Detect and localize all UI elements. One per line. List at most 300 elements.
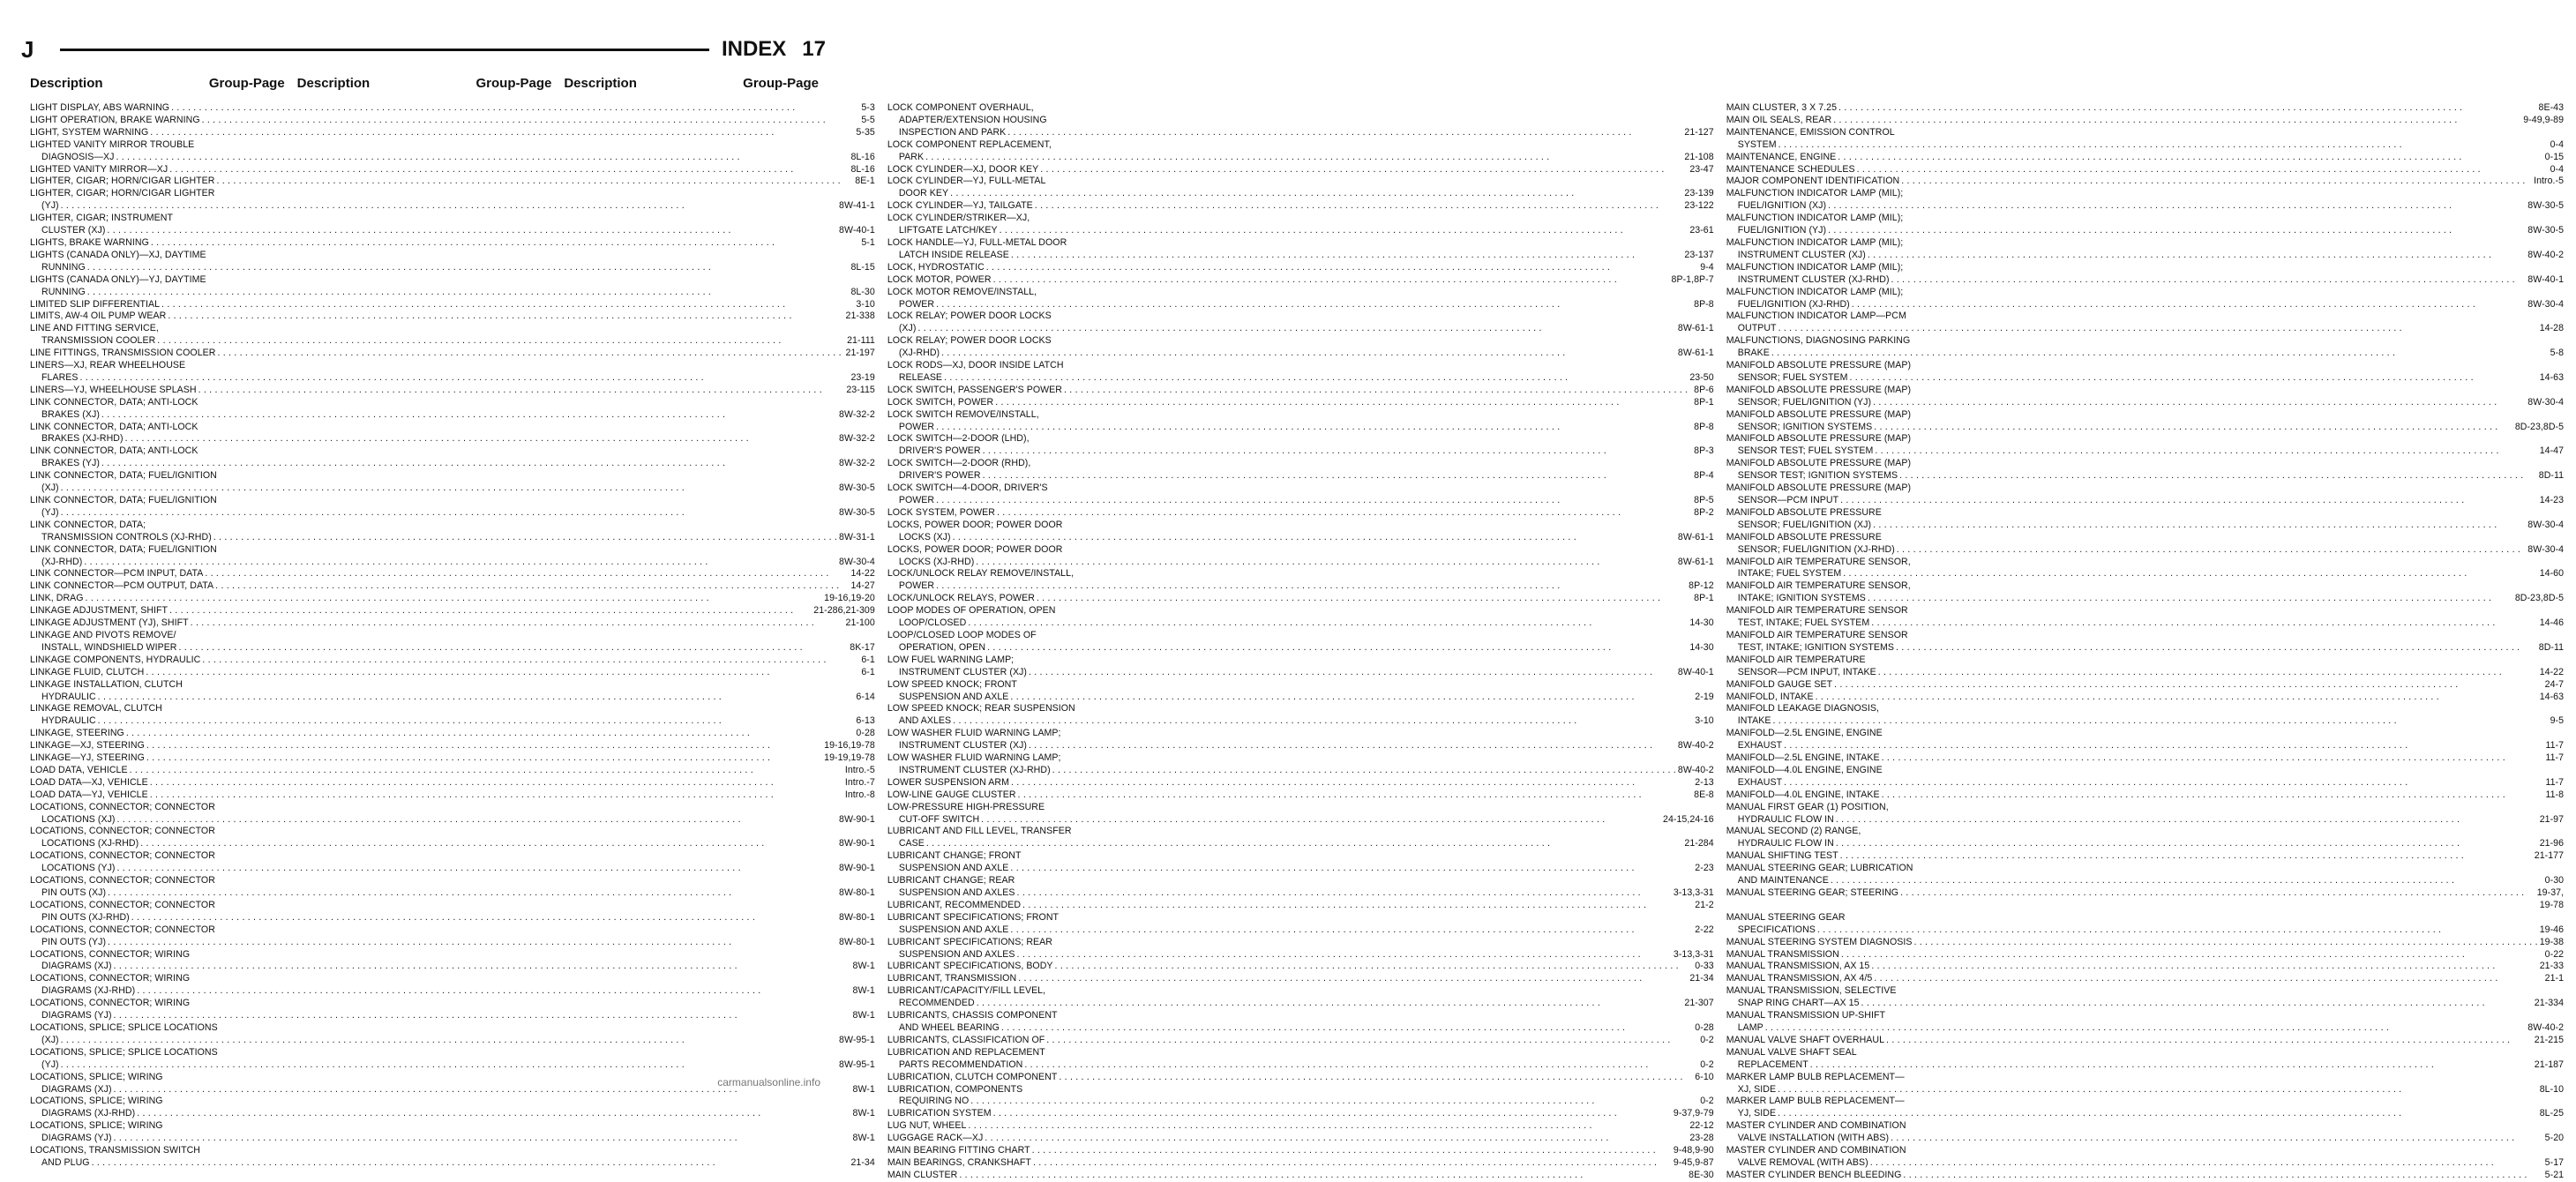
entry-title: LOCATIONS, CONNECTOR; CONNECTOR bbox=[30, 924, 215, 935]
entry-page-ref: 21-197 bbox=[845, 348, 875, 359]
dot-leader bbox=[108, 937, 837, 949]
index-entry bbox=[30, 445, 875, 458]
dot-leader bbox=[959, 1170, 1687, 1182]
index-entry bbox=[30, 397, 875, 409]
entry-page-ref: 21-338 bbox=[845, 310, 875, 322]
index-entry bbox=[30, 409, 875, 422]
entry-title: MANIFOLD ABSOLUTE PRESSURE (MAP) bbox=[1726, 384, 1912, 395]
entry-title: LOCATIONS, CONNECTOR; WIRING bbox=[30, 948, 191, 960]
entry-page-ref: 8K-17 bbox=[850, 641, 875, 653]
entry-page-ref: 5-35 bbox=[856, 126, 875, 138]
index-entry bbox=[887, 458, 1714, 470]
dot-leader bbox=[1834, 679, 2543, 692]
entry-title: INTAKE; IGNITION SYSTEMS bbox=[1737, 593, 1866, 604]
dot-leader bbox=[1891, 274, 2527, 287]
entry-title: LOCATIONS, CONNECTOR; WIRING bbox=[30, 998, 191, 1009]
entry-title: POWER bbox=[898, 421, 935, 432]
dot-leader bbox=[1878, 667, 2538, 679]
entry-title: LINKAGE FLUID, CLUTCH bbox=[30, 666, 145, 677]
entry-title: (XJ) bbox=[898, 323, 917, 334]
entry-title: MANIFOLD AIR TEMPERATURE SENSOR, bbox=[1726, 556, 1911, 567]
dot-leader bbox=[925, 152, 1682, 164]
entry-page-ref: 14-63 bbox=[2539, 371, 2565, 383]
entry-page-ref: 8W-32-2 bbox=[839, 433, 875, 445]
entry-title: FLARES bbox=[41, 371, 79, 383]
index-entry bbox=[30, 323, 875, 335]
entry-title: LIGHT DISPLAY, ABS WARNING bbox=[30, 102, 170, 113]
index-entry bbox=[1726, 789, 2564, 802]
index-entry bbox=[1726, 310, 2564, 323]
entry-page-ref: 8W-30-4 bbox=[839, 556, 875, 567]
entry-page-ref: 8W-90-1 bbox=[839, 838, 875, 849]
index-entry bbox=[1726, 924, 2564, 937]
entry-page-ref: 23-28 bbox=[1689, 1133, 1714, 1144]
entry-page-ref: 8P-1 bbox=[1694, 396, 1714, 408]
dot-leader bbox=[1010, 863, 1693, 875]
entry-title: LUGGAGE RACK—XJ bbox=[887, 1133, 984, 1144]
dot-leader bbox=[1870, 1157, 2543, 1170]
entry-title: MANIFOLD—2.5L ENGINE, ENGINE bbox=[1726, 728, 1883, 739]
index-entry bbox=[1726, 323, 2564, 335]
entry-page-ref: 2-22 bbox=[1695, 924, 1714, 935]
entry-page-ref: 14-22 bbox=[2539, 666, 2565, 677]
entry-page-ref: 9-45,9-87 bbox=[1673, 1156, 1714, 1168]
dot-leader bbox=[1055, 961, 1694, 973]
index-entry bbox=[1726, 397, 2564, 409]
entry-title: SUSPENSION AND AXLES bbox=[898, 948, 1015, 960]
index-entry bbox=[30, 176, 875, 188]
dot-leader bbox=[1810, 1059, 2533, 1072]
entry-title: EXHAUST bbox=[1737, 740, 1783, 752]
index-entry bbox=[1726, 617, 2564, 630]
index-entry bbox=[887, 1145, 1714, 1157]
entry-title: MANUAL TRANSMISSION, SELECTIVE bbox=[1726, 985, 1897, 997]
index-entry bbox=[1726, 838, 2564, 850]
entry-page-ref: 8W-30-4 bbox=[2527, 298, 2565, 310]
entry-page-ref: 23-61 bbox=[1689, 225, 1714, 236]
entry-title: LOW-PRESSURE HIGH-PRESSURE bbox=[887, 801, 1045, 812]
dot-leader bbox=[1771, 348, 2549, 360]
dot-leader bbox=[1007, 127, 1682, 139]
entry-title: LOCATIONS, TRANSMISSION SWITCH bbox=[30, 1145, 200, 1156]
entry-page-ref: 8P-2 bbox=[1694, 506, 1714, 518]
entry-title: LOCK SYSTEM, POWER bbox=[887, 506, 995, 518]
entry-page-ref: 8E-30 bbox=[1689, 1169, 1714, 1180]
index-entry bbox=[1726, 949, 2564, 961]
entry-title: LIGHTS, BRAKE WARNING bbox=[30, 236, 149, 248]
entry-title: LIGHT, SYSTEM WARNING bbox=[30, 126, 149, 138]
index-entry bbox=[887, 924, 1714, 937]
entry-title: MANUAL SHIFTING TEST bbox=[1726, 850, 1838, 862]
dot-leader bbox=[950, 188, 1682, 200]
index-column-1 bbox=[30, 102, 887, 1182]
dot-leader bbox=[169, 605, 812, 617]
entry-title: SENSOR—PCM INPUT, INTAKE bbox=[1737, 666, 1876, 677]
dot-leader bbox=[1874, 422, 2513, 434]
index-entry bbox=[30, 789, 875, 802]
dot-leader bbox=[1852, 299, 2527, 311]
index-entry bbox=[30, 838, 875, 850]
index-entry bbox=[887, 973, 1714, 985]
dot-leader bbox=[1874, 973, 2542, 985]
dot-leader bbox=[944, 372, 1688, 385]
dot-leader bbox=[941, 348, 1676, 360]
entry-page-ref: 23-47 bbox=[1689, 163, 1714, 175]
entry-title: DIAGRAMS (XJ) bbox=[41, 1083, 112, 1095]
entry-title: MANUAL STEERING GEAR; LUBRICATION bbox=[1726, 863, 1913, 874]
index-entry bbox=[887, 495, 1714, 507]
entry-title: LOCATIONS (XJ-RHD) bbox=[41, 838, 139, 849]
entry-page-ref: 21-111 bbox=[847, 335, 875, 347]
dot-leader bbox=[995, 397, 1692, 409]
entry-title: LINERS—XJ, REAR WHEELHOUSE bbox=[30, 360, 186, 371]
index-entry bbox=[30, 593, 875, 605]
entry-page-ref: 8P-8 bbox=[1694, 421, 1714, 432]
index-entry bbox=[1726, 777, 2564, 789]
dot-leader bbox=[936, 580, 1687, 593]
entry-title: MAIN OIL SEALS, REAR bbox=[1726, 114, 1832, 125]
dot-leader bbox=[87, 287, 850, 299]
entry-title: LOCK COMPONENT REPLACEMENT, bbox=[887, 138, 1052, 150]
index-columns bbox=[30, 102, 2565, 1182]
index-entry bbox=[30, 973, 875, 985]
index-entry bbox=[30, 1047, 875, 1059]
entry-title: INSTRUMENT CLUSTER (XJ-RHD) bbox=[898, 764, 1051, 775]
entry-title: MAINTENANCE SCHEDULES bbox=[1726, 163, 1855, 175]
index-entry bbox=[887, 715, 1714, 728]
dot-leader bbox=[1836, 838, 2538, 850]
entry-page-ref: 8W-40-2 bbox=[2527, 1021, 2565, 1033]
entry-title: ADAPTER/EXTENSION HOUSING bbox=[898, 114, 1047, 125]
entry-page-ref: 24-7 bbox=[2544, 678, 2565, 690]
entry-page-ref: 8W-30-4 bbox=[2527, 396, 2565, 408]
entry-title: LOCATIONS, SPLICE; SPLICE LOCATIONS bbox=[30, 1021, 218, 1033]
entry-title: POWER bbox=[898, 298, 935, 310]
dot-leader bbox=[1836, 814, 2538, 827]
entry-page-ref: 8D-23,8D-5 bbox=[2514, 421, 2565, 432]
index-entry bbox=[887, 115, 1714, 127]
entry-page-ref: 8W-61-1 bbox=[1677, 531, 1714, 542]
dot-leader bbox=[114, 1010, 851, 1022]
entry-title: MANUAL TRANSMISSION, AX 15 bbox=[1726, 961, 1870, 972]
index-entry bbox=[887, 139, 1714, 152]
dot-leader bbox=[150, 789, 843, 802]
index-entry bbox=[887, 507, 1714, 520]
entry-title: INSTRUMENT CLUSTER (XJ) bbox=[898, 666, 1027, 677]
dot-leader bbox=[1765, 1022, 2527, 1035]
index-entry bbox=[1726, 433, 2564, 445]
index-entry bbox=[887, 814, 1714, 827]
entry-title: MARKER LAMP BULB REPLACEMENT— bbox=[1726, 1071, 1905, 1082]
index-entry bbox=[30, 433, 875, 445]
entry-page-ref: 23-139 bbox=[1684, 188, 1714, 199]
index-entry bbox=[887, 164, 1714, 176]
index-entry bbox=[30, 544, 875, 557]
entry-title: LOCATIONS, CONNECTOR; CONNECTOR bbox=[30, 850, 215, 862]
dot-leader bbox=[1840, 495, 2538, 507]
entry-page-ref: 8W-40-1 bbox=[839, 225, 875, 236]
index-entry bbox=[30, 568, 875, 580]
index-entry bbox=[1726, 973, 2564, 985]
entry-title: MANIFOLD, INTAKE bbox=[1726, 691, 1814, 702]
entry-page-ref: 11-7 bbox=[2545, 740, 2565, 752]
entry-title: MASTER CYLINDER AND COMBINATION bbox=[1726, 1145, 1906, 1156]
entry-page-ref: 0-30 bbox=[2544, 875, 2565, 886]
index-entry bbox=[30, 532, 875, 544]
index-entry bbox=[887, 777, 1714, 789]
entry-page-ref: 11-8 bbox=[2545, 789, 2565, 800]
header-title bbox=[722, 37, 826, 62]
entry-title: VALVE REMOVAL (WITH ABS) bbox=[1737, 1156, 1868, 1168]
index-entry bbox=[30, 1059, 875, 1072]
entry-page-ref: 8W-40-1 bbox=[1677, 666, 1714, 677]
dot-leader bbox=[80, 372, 850, 385]
entry-title: LINK CONNECTOR, DATA; ANTI-LOCK bbox=[30, 421, 198, 432]
entry-page-ref: 8W-61-1 bbox=[1677, 348, 1714, 359]
index-entry bbox=[887, 1108, 1714, 1120]
index-entry bbox=[1726, 1108, 2564, 1120]
entry-page-ref: 8W-40-2 bbox=[1677, 764, 1714, 775]
index-entry bbox=[1726, 102, 2564, 115]
entry-page-ref: 6-1 bbox=[861, 666, 875, 677]
index-entry bbox=[1726, 225, 2564, 237]
index-entry bbox=[30, 164, 875, 176]
entry-title: SYSTEM bbox=[1737, 138, 1777, 150]
index-entry bbox=[30, 262, 875, 274]
index-entry bbox=[887, 1157, 1714, 1170]
entry-title: (YJ) bbox=[41, 1059, 59, 1070]
entry-page-ref: 9-49,9-89 bbox=[2523, 114, 2565, 125]
index-entry bbox=[887, 850, 1714, 863]
index-entry bbox=[1726, 274, 2564, 287]
index-entry bbox=[1726, 335, 2564, 348]
dot-leader bbox=[985, 1133, 1688, 1145]
entry-title: LOCK RELAY; POWER DOOR LOCKS bbox=[887, 310, 1052, 322]
index-entry bbox=[1726, 360, 2564, 372]
index-entry bbox=[30, 1010, 875, 1022]
entry-title: LINK CONNECTOR, DATA; FUEL/IGNITION bbox=[30, 470, 217, 482]
entry-title: MAIN BEARING FITTING CHART bbox=[887, 1145, 1030, 1156]
entry-title: LUBRICANT CHANGE; FRONT bbox=[887, 850, 1022, 862]
index-entry bbox=[887, 250, 1714, 262]
entry-title: HYDRAULIC bbox=[41, 691, 96, 702]
entry-title: LUBRICANTS, CLASSIFICATION OF bbox=[887, 1034, 1045, 1045]
entry-title: LOCK COMPONENT OVERHAUL, bbox=[887, 102, 1034, 113]
entry-title: MASTER CYLINDER AND COMBINATION bbox=[1726, 1120, 1906, 1132]
entry-page-ref: Intro.-7 bbox=[844, 776, 875, 788]
entry-title: INTAKE bbox=[1737, 715, 1771, 727]
entry-page-ref: 22-12 bbox=[1689, 1120, 1714, 1132]
dot-leader bbox=[1841, 949, 2543, 961]
index-entry bbox=[887, 152, 1714, 164]
entry-page-ref: 9-5 bbox=[2550, 715, 2565, 727]
dot-leader bbox=[1033, 1157, 1672, 1170]
dot-leader bbox=[1871, 961, 2537, 973]
entry-title: TEST, INTAKE; IGNITION SYSTEMS bbox=[1737, 641, 1895, 653]
index-entry bbox=[30, 642, 875, 655]
index-entry bbox=[887, 470, 1714, 483]
entry-title: AND MAINTENANCE bbox=[1737, 875, 1829, 886]
index-entry bbox=[1726, 127, 2564, 139]
entry-page-ref: 19-37, bbox=[2536, 887, 2565, 898]
entry-page-ref: 3-10 bbox=[856, 298, 875, 310]
entry-page-ref: 0-28 bbox=[1695, 1021, 1714, 1033]
index-entry bbox=[887, 1096, 1714, 1108]
index-entry bbox=[1726, 667, 2564, 679]
index-entry bbox=[887, 1047, 1714, 1059]
index-entry bbox=[1726, 715, 2564, 728]
entry-page-ref: 8W-1 bbox=[852, 961, 875, 972]
entry-title: LINKAGE INSTALLATION, CLUTCH bbox=[30, 678, 183, 690]
entry-title: LOW WASHER FLUID WARNING LAMP; bbox=[887, 728, 1061, 739]
entry-page-ref: 23-137 bbox=[1684, 249, 1714, 260]
index-entry bbox=[887, 348, 1714, 360]
entry-page-ref: 21-97 bbox=[2539, 813, 2565, 825]
index-entry bbox=[30, 470, 875, 483]
entry-title: SUSPENSION AND AXLE bbox=[898, 691, 1009, 702]
index-entry bbox=[887, 483, 1714, 495]
entry-page-ref: 8L-25 bbox=[2539, 1108, 2565, 1119]
entry-title: SENSOR TEST; FUEL SYSTEM bbox=[1737, 445, 1874, 457]
index-entry bbox=[1726, 176, 2564, 188]
entry-title: MANUAL STEERING GEAR; STEERING bbox=[1726, 887, 1899, 898]
entry-page-ref: 6-10 bbox=[1695, 1071, 1714, 1082]
dot-leader bbox=[1871, 617, 2537, 630]
group-page-heading: Group-Page bbox=[743, 76, 820, 91]
index-entry bbox=[1726, 937, 2564, 949]
entry-page-ref: 23-115 bbox=[846, 384, 875, 395]
index-entry bbox=[1726, 557, 2564, 569]
index-entry bbox=[887, 372, 1714, 385]
entry-title: BRAKES (XJ) bbox=[41, 408, 100, 420]
index-entry bbox=[30, 348, 875, 360]
entry-page-ref: 6-13 bbox=[856, 715, 875, 727]
index-entry bbox=[30, 630, 875, 642]
entry-title: MANIFOLD ABSOLUTE PRESSURE (MAP) bbox=[1726, 408, 1912, 420]
entry-page-ref: 21-286,21-309 bbox=[813, 605, 875, 617]
index-entry bbox=[30, 200, 875, 213]
dot-leader bbox=[987, 642, 1688, 655]
index-entry bbox=[1726, 568, 2564, 580]
dot-leader bbox=[117, 814, 838, 827]
index-entry bbox=[30, 225, 875, 237]
index-entry bbox=[887, 310, 1714, 323]
index-entry bbox=[887, 593, 1714, 605]
index-entry bbox=[887, 287, 1714, 299]
index-entry bbox=[1726, 642, 2564, 655]
dot-leader bbox=[968, 617, 1688, 630]
entry-title: LINKAGE ADJUSTMENT, SHIFT bbox=[30, 605, 168, 617]
index-entry bbox=[30, 826, 875, 838]
index-entry bbox=[30, 1120, 875, 1133]
dot-leader bbox=[114, 961, 851, 973]
dot-leader bbox=[1772, 715, 2548, 728]
index-entry bbox=[30, 692, 875, 704]
entry-page-ref: 8P-12 bbox=[1689, 580, 1714, 592]
dot-leader bbox=[101, 409, 837, 422]
dot-leader bbox=[1903, 1170, 2542, 1182]
dot-leader bbox=[114, 1133, 851, 1145]
entry-title: LIGHT OPERATION, BRAKE WARNING bbox=[30, 114, 200, 125]
dot-leader bbox=[1828, 225, 2526, 237]
entry-title: LOCATIONS, SPLICE; WIRING bbox=[30, 1071, 163, 1082]
description-heading: Description bbox=[296, 76, 371, 91]
index-entry bbox=[30, 507, 875, 520]
entry-title: LOCK CYLINDER—YJ, TAILGATE bbox=[887, 200, 1033, 212]
dot-leader bbox=[1899, 470, 2537, 483]
entry-page-ref: 14-30 bbox=[1689, 641, 1714, 653]
dot-leader bbox=[137, 985, 850, 998]
entry-title: MANIFOLD ABSOLUTE PRESSURE (MAP) bbox=[1726, 483, 1912, 494]
index-entry bbox=[30, 580, 875, 593]
entry-title: MANUAL FIRST GEAR (1) POSITION, bbox=[1726, 801, 1889, 812]
entry-page-ref: 21-177 bbox=[2534, 850, 2565, 862]
page-header bbox=[21, 32, 826, 67]
entry-title: LINE FITTINGS, TRANSMISSION COOLER bbox=[30, 348, 216, 359]
dot-leader bbox=[1868, 593, 2513, 605]
index-entry bbox=[887, 667, 1714, 679]
group-page-heading: Group-Page bbox=[208, 76, 285, 91]
dot-leader bbox=[953, 532, 1676, 544]
entry-page-ref: 8P-1,8P-7 bbox=[1671, 273, 1714, 285]
index-entry bbox=[30, 814, 875, 827]
entry-title: LOCK SWITCH—4-DOOR, DRIVER'S bbox=[887, 483, 1048, 494]
entry-title: LIGHTER, CIGAR; INSTRUMENT bbox=[30, 213, 173, 224]
entry-title: PIN OUTS (XJ-RHD) bbox=[41, 911, 130, 923]
index-entry bbox=[1726, 409, 2564, 422]
entry-page-ref: 8E-1 bbox=[855, 176, 875, 187]
entry-title: LOCKS, POWER DOOR; POWER DOOR bbox=[887, 519, 1063, 530]
entry-title: MANIFOLD—2.5L ENGINE, INTAKE bbox=[1726, 752, 1880, 764]
dot-leader bbox=[1010, 924, 1693, 937]
entry-page-ref: 14-60 bbox=[2539, 568, 2565, 580]
index-entry bbox=[30, 985, 875, 998]
dot-leader bbox=[1001, 1022, 1693, 1035]
index-entry bbox=[887, 752, 1714, 765]
index-entry bbox=[887, 679, 1714, 692]
index-entry bbox=[1726, 985, 2564, 998]
entry-page-ref: 8W-90-1 bbox=[839, 863, 875, 874]
entry-title: MANIFOLD—4.0L ENGINE, ENGINE bbox=[1726, 764, 1883, 775]
entry-title: AND PLUG bbox=[41, 1156, 90, 1168]
entry-title: INTAKE; FUEL SYSTEM bbox=[1737, 568, 1842, 580]
entry-title: LOOP/CLOSED LOOP MODES OF bbox=[887, 629, 1037, 640]
dot-leader bbox=[107, 225, 837, 237]
entry-title: TRANSMISSION CONTROLS (XJ-RHD) bbox=[41, 531, 212, 542]
entry-title: MANIFOLD ABSOLUTE PRESSURE (MAP) bbox=[1726, 458, 1912, 469]
dot-leader bbox=[1886, 1035, 2533, 1047]
dot-leader bbox=[1882, 789, 2544, 802]
index-entry bbox=[1726, 483, 2564, 495]
entry-title: LUBRICANT SPECIFICATIONS; REAR bbox=[887, 936, 1052, 947]
dot-leader bbox=[130, 765, 843, 777]
index-entry bbox=[30, 924, 875, 937]
entry-title: LINK CONNECTOR, DATA; FUEL/IGNITION bbox=[30, 495, 217, 505]
entry-title: MAIN CLUSTER bbox=[887, 1169, 958, 1180]
dot-leader bbox=[92, 1157, 850, 1170]
dot-leader bbox=[1059, 1072, 1693, 1084]
dot-leader bbox=[1040, 164, 1688, 176]
dot-leader bbox=[1901, 176, 2532, 188]
index-entry bbox=[1726, 1022, 2564, 1035]
entry-title: LINK CONNECTOR—PCM OUTPUT, DATA bbox=[30, 580, 214, 592]
index-entry bbox=[887, 1022, 1714, 1035]
index-entry bbox=[30, 961, 875, 973]
index-entry bbox=[30, 1022, 875, 1035]
index-entry bbox=[1726, 188, 2564, 200]
dot-leader bbox=[1831, 875, 2543, 887]
entry-title: LUG NUT, WHEEL bbox=[887, 1120, 967, 1132]
